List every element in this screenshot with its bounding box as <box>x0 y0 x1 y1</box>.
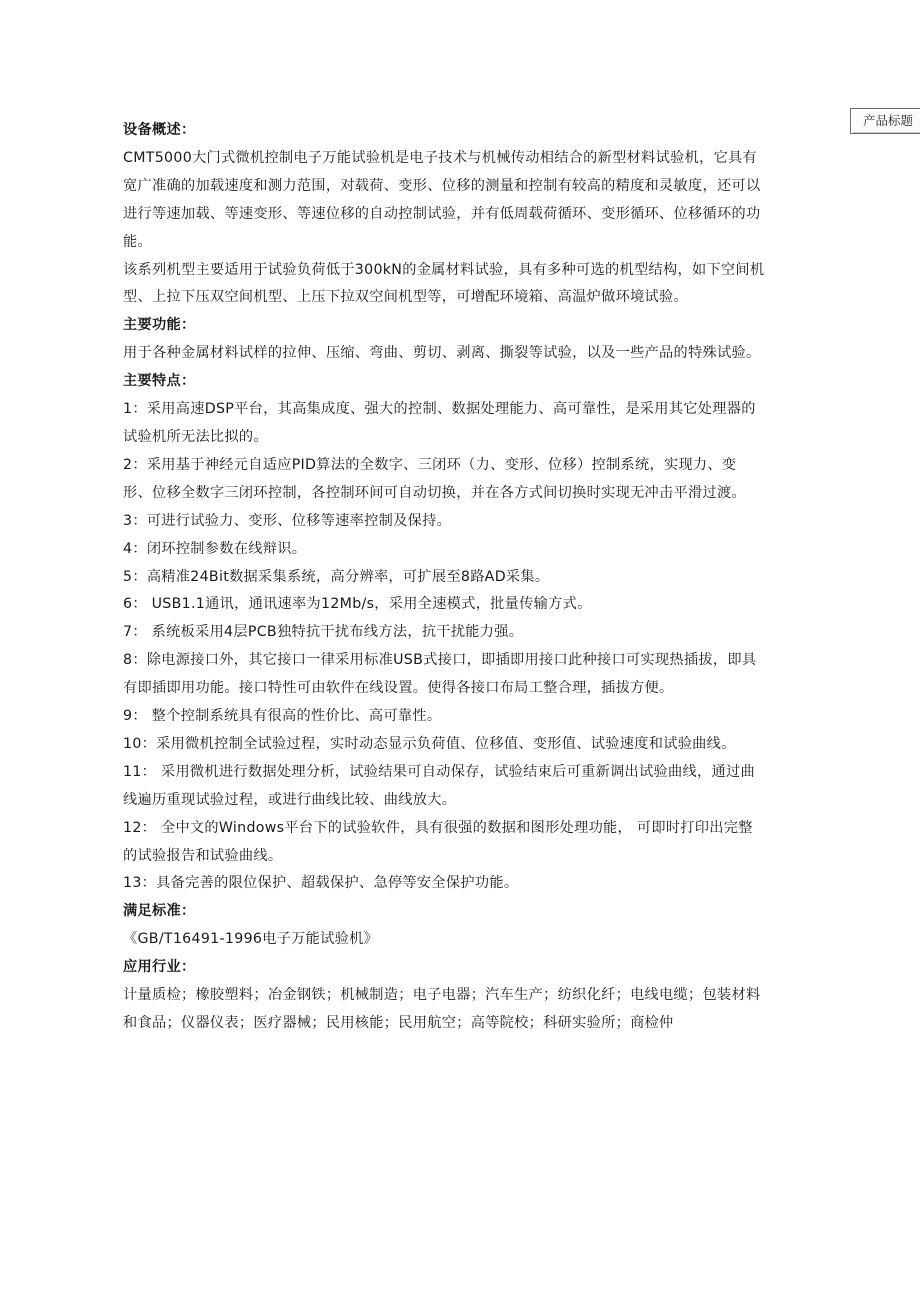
functions-paragraph: 用于各种金属材料试样的拉伸、压缩、弯曲、剪切、剥离、撕裂等试验，以及一些产品的特殊试验。 <box>123 345 761 362</box>
feature-item: 6： USB1.1通讯，通讯速率为12Mb/s，采用全速模式，批量传输方式。 <box>123 596 592 613</box>
feature-item: 7： 系统板采用4层PCB独特抗干扰布线方法，抗干扰能力强。 <box>123 624 524 641</box>
industries-heading: 应用行业： <box>123 959 196 976</box>
industries-paragraph: 计量质检；橡胶塑料；冶金钢铁；机械制造；电子电器；汽车生产；纺织化纤；电线电缆；包装材料和食品；仪器仪表；医疗器械；民用核能；民用航空；高等院校；科研实验所；商检仲 <box>123 987 761 1031</box>
features-heading: 主要特点： <box>123 373 196 390</box>
feature-item: 12： 全中文的Windows平台下的试验软件，具有很强的数据和图形处理功能， 可即时打印出完整的试验报告和试验曲线。 <box>123 819 753 864</box>
feature-item: 1：采用高速DSP平台，其高集成度、强大的控制、数据处理能力、高可靠性，是采用其它处理器的试验机所无法比拟的。 <box>123 401 756 445</box>
standards-paragraph: 《GB/T16491-1996电子万能试验机》 <box>123 931 379 948</box>
feature-item: 5：高精准24Bit数据采集系统，高分辨率，可扩展至8路AD采集。 <box>123 568 550 585</box>
feature-item: 4：闭环控制参数在线辩识。 <box>123 540 307 557</box>
standards-heading: 满足标准： <box>123 903 196 920</box>
document-body <box>123 117 765 1038</box>
product-title-tab[interactable]: 产品标题 <box>850 108 920 134</box>
feature-item: 13：具备完善的限位保护、超载保护、急停等安全保护功能。 <box>123 875 519 892</box>
feature-item: 3：可进行试验力、变形、位移等速率控制及保持。 <box>123 512 452 529</box>
feature-item: 9： 整个控制系统具有很高的性价比、高可靠性。 <box>123 708 442 725</box>
functions-heading: 主要功能： <box>123 317 196 334</box>
feature-item: 2：采用基于神经元自适应PID算法的全数字、三闭环（力、变形、位移）控制系统，实现力、变形、位移全数字三闭环控制，各控制环间可自动切换，并在各方式间切换时实现无冲击平滑过渡。 <box>123 456 746 501</box>
feature-item: 8：除电源接口外，其它接口一律采用标准USB式接口，即插即用接口此种接口可实现热插拔，即具有即插即用功能。接口特性可由软件在线设置。使得各接口布局工整合理，插拔方便。 <box>123 652 757 697</box>
overview-paragraph-1: CMT5000大门式微机控制电子万能试验机是电子技术与机械传动相结合的新型材料试验机，它具有宽广准确的加载速度和测力范围，对载荷、变形、位移的测量和控制有较高的精度和灵敏度，还可以进行等速加载、等速变形、等速位移的自动控制试验，并有低周载荷循环、变形循环、位移循环的功能。 <box>123 149 761 250</box>
overview-heading: 设备概述： <box>123 122 196 138</box>
feature-item: 10：采用微机控制全试验过程，实时动态显示负荷值、位移值、变形值、试验速度和试验曲线。 <box>123 735 736 752</box>
feature-item: 11： 采用微机进行数据处理分析，试验结果可自动保存，试验结束后可重新调出试验曲线，通过曲线遍历重现试验过程，或进行曲线比较、曲线放大。 <box>123 763 755 808</box>
overview-paragraph-2: 该系列机型主要适用于试验负荷低于300kN的金属材料试验，具有多种可选的机型结构，如下空间机型、上拉下压双空间机型、上压下拉双空间机型等，可增配环境箱、高温炉做环境试验。 <box>123 261 765 306</box>
